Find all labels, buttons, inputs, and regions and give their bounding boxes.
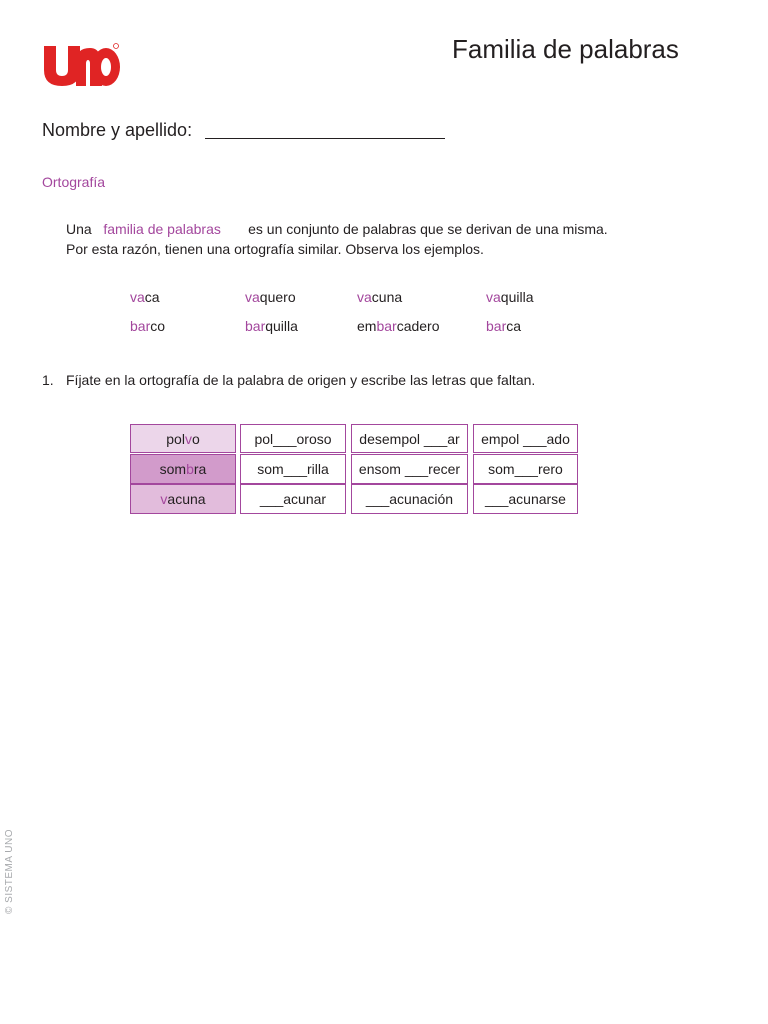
intro-line-2: Por esta razón, tienen una ortografía similar. Observa los ejemplos. bbox=[66, 241, 484, 257]
example-word: vacuna bbox=[357, 289, 403, 305]
example-word: vaquilla bbox=[486, 289, 534, 305]
exercise-text: Fíjate en la ortografía de la palabra de origen y escribe las letras que faltan. bbox=[66, 372, 536, 388]
copyright-notice: © SISTEMA UNO bbox=[4, 829, 15, 914]
origin-word: pol v o bbox=[130, 424, 236, 453]
example-word: embarcadero bbox=[357, 318, 440, 334]
section-title: Ortografía bbox=[42, 174, 106, 190]
name-label: Nombre y apellido: bbox=[42, 120, 193, 140]
origin-word: som b ra bbox=[130, 454, 236, 484]
origin-word: v acuna bbox=[130, 484, 236, 514]
fill-in-cell[interactable]: desempol ___ar bbox=[351, 424, 468, 453]
intro-post: es un conjunto de palabras que se derivan de una misma. bbox=[248, 221, 608, 237]
fill-in-cell[interactable]: ___acunarse bbox=[473, 484, 578, 514]
fill-in-cell[interactable]: empol ___ado bbox=[473, 424, 578, 453]
exercise-number: 1. bbox=[42, 372, 54, 388]
example-word: barca bbox=[486, 318, 522, 334]
example-word: barquilla bbox=[245, 318, 298, 334]
intro-paragraph bbox=[66, 219, 608, 259]
example-word: barco bbox=[130, 318, 166, 334]
intro-highlight: familia de palabras bbox=[103, 221, 221, 237]
name-field-line[interactable] bbox=[205, 138, 445, 139]
fill-in-cell[interactable]: ensom ___recer bbox=[351, 454, 468, 484]
uno-logo bbox=[42, 42, 122, 88]
intro-line-1 bbox=[66, 219, 608, 239]
example-word: vaca bbox=[130, 289, 160, 305]
fill-in-cell[interactable]: pol___oroso bbox=[240, 424, 346, 453]
exercise-instruction bbox=[42, 372, 535, 388]
fill-in-cell[interactable]: som___rero bbox=[473, 454, 578, 484]
intro-pre: Una bbox=[66, 221, 92, 237]
page-title: Familia de palabras bbox=[452, 34, 679, 64]
fill-in-cell[interactable]: ___acunar bbox=[240, 484, 346, 514]
example-word: vaquero bbox=[245, 289, 296, 305]
fill-in-cell[interactable]: som___rilla bbox=[240, 454, 346, 484]
fill-in-cell[interactable]: ___acunación bbox=[351, 484, 468, 514]
